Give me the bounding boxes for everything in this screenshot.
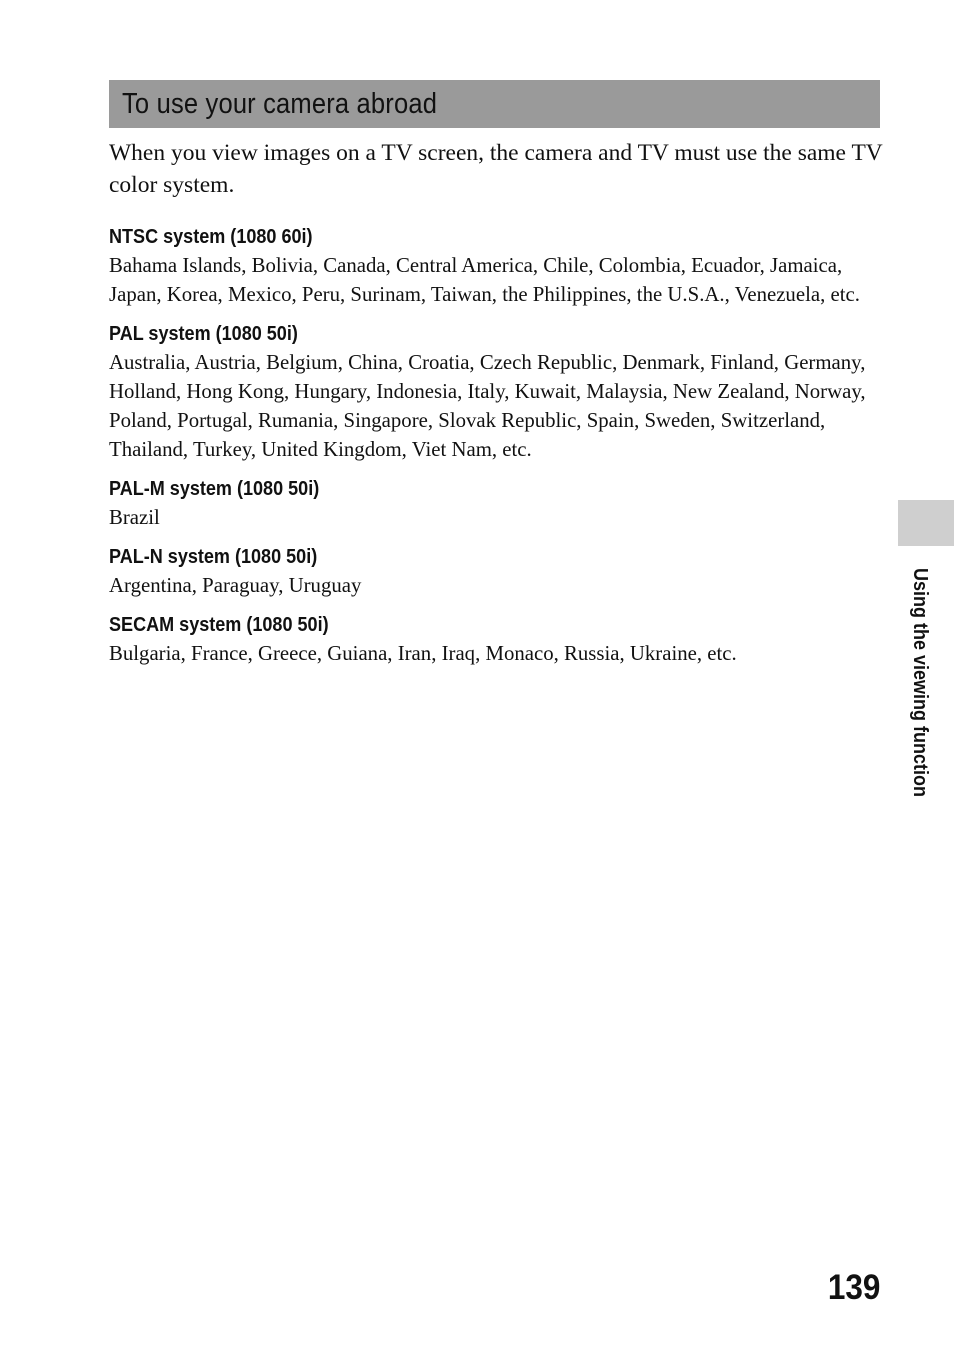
page-number: 139 xyxy=(827,1268,880,1307)
section-heading: SECAM system (1080 50i) xyxy=(109,613,329,636)
chapter-tab-marker xyxy=(898,500,954,546)
section-body: Bahama Islands, Bolivia, Canada, Central America, Chile, Colombia, Ecuador, Jamaica, Japan, Korea, Mexico, Peru, Surinam, Taiwan, the Philippines, the U.S.A., Venezuela, etc. xyxy=(109,254,860,306)
section-pal xyxy=(109,319,889,464)
section-heading: PAL-M system (1080 50i) xyxy=(109,477,320,500)
section-heading: PAL-N system (1080 50i) xyxy=(109,545,318,568)
section-body: Brazil xyxy=(109,506,160,529)
section-heading: PAL system (1080 50i) xyxy=(109,322,298,345)
section-ntsc xyxy=(109,222,889,309)
page-title: To use your camera abroad xyxy=(122,87,438,120)
chapter-side-label-text: Using the viewing function xyxy=(909,568,931,798)
section-body: Bulgaria, France, Greece, Guiana, Iran, Iraq, Monaco, Russia, Ukraine, etc. xyxy=(109,642,737,665)
section-secam xyxy=(109,610,889,668)
section-pal-m xyxy=(109,474,889,532)
tv-systems-list xyxy=(109,222,889,678)
chapter-side-label xyxy=(908,568,938,848)
section-heading: NTSC system (1080 60i) xyxy=(109,225,313,248)
section-body: Australia, Austria, Belgium, China, Croatia, Czech Republic, Denmark, Finland, Germany, Holland, Hong Kong, Hungary, Indonesia, Italy, Kuwait, Malaysia, New Zealand, Norway, Poland, Portugal, Rumania, Singapore, Slovak Republic, Spain, Sweden, Switzerland, Thailand, Turkey, United Kingdom, Viet Nam, etc. xyxy=(109,351,866,461)
section-body: Argentina, Paraguay, Uruguay xyxy=(109,574,362,597)
intro-paragraph: When you view images on a TV screen, the camera and TV must use the same TV color system. xyxy=(109,140,883,198)
section-pal-n xyxy=(109,542,889,600)
section-title-bar xyxy=(109,80,880,128)
